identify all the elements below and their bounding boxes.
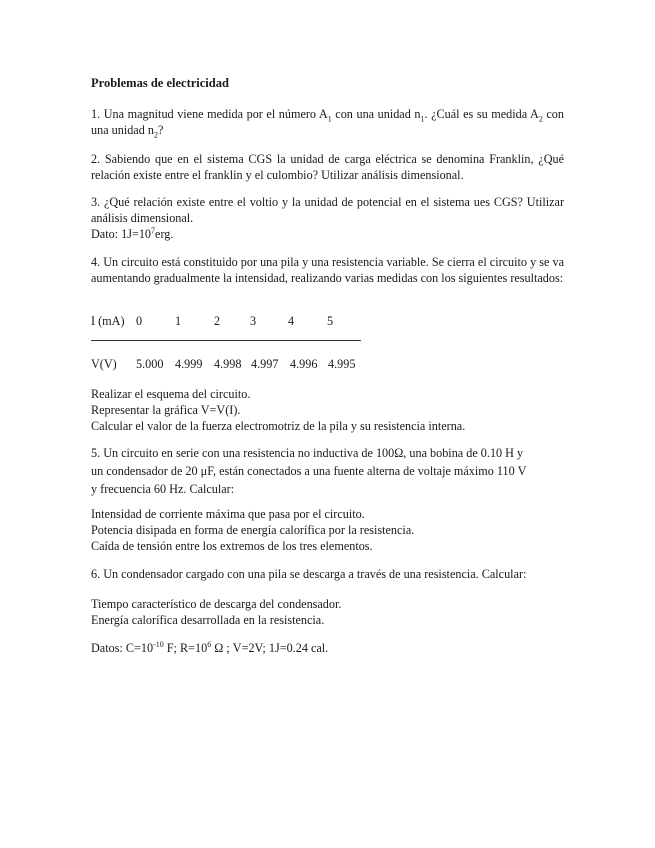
task-item: Caída de tensión entre los extremos de los tres elementos. [91, 539, 373, 553]
subscript: 1 [420, 114, 425, 124]
problem-3-dato [91, 227, 173, 241]
problem-5 [91, 444, 564, 498]
problem-1 [91, 106, 564, 138]
problem-1-text-b: con una unidad n [331, 107, 421, 121]
subscript: 2 [538, 114, 543, 124]
problem-5-tasks [91, 506, 564, 554]
datos-text: Ω ; V=2V; 1J=0.24 cal. [211, 641, 329, 655]
current-value: 0 [136, 314, 143, 328]
datos-text: F; R=10 [163, 641, 208, 655]
document-title: Problemas de electricidad [91, 76, 229, 90]
subscript: 1 [327, 114, 332, 124]
table-row-voltage [91, 357, 391, 373]
superscript: -10 [153, 639, 164, 649]
problem-6: 6. Un condensador cargado con una pila se descarga a través de una resistencia. Calcular: [91, 567, 527, 581]
task-item: Realizar el esquema del circuito. [91, 387, 251, 401]
superscript: 6 [207, 639, 212, 649]
current-value: 3 [250, 314, 257, 328]
dato-text: Dato: 1J=10 [91, 227, 152, 241]
voltage-value: 5.000 [136, 357, 164, 371]
problem-6-datos [91, 640, 564, 656]
current-value: 2 [214, 314, 221, 328]
problem-5-line: y frecuencia 60 Hz. Calcular: [91, 482, 235, 496]
current-label: I (mA) [91, 314, 125, 328]
task-item: Tiempo característico de descarga del condensador. [91, 597, 342, 611]
voltage-value: 4.999 [175, 357, 203, 371]
problem-5-line: 5. Un circuito en serie con una resistencia no inductiva de 100Ω, una bobina de 0.10 H y [91, 446, 524, 460]
subscript: 2 [153, 130, 158, 140]
table-row-current [91, 314, 391, 330]
voltage-value: 4.997 [251, 357, 279, 371]
task-item: Intensidad de corriente máxima que pasa por el circuito. [91, 507, 365, 521]
current-value: 4 [288, 314, 295, 328]
dato-unit: erg. [155, 227, 174, 241]
problem-4: 4. Un circuito está constituido por una pila y una resistencia variable. Se cierra el circuito y se va aumentando gradualmente la intensidad, realizando varias medidas con los siguientes resultados: [91, 255, 564, 285]
problem-2: 2. Sabiendo que en el sistema CGS la unidad de carga eléctrica se denomina Franklin, ¿Qué relación existe entre el franklin y el culombio? Utilizar análisis dimensional. [91, 152, 564, 182]
voltage-value: 4.998 [214, 357, 242, 371]
problem-1-text-c: . ¿Cuál es su medida A [424, 107, 539, 121]
problem-5-line: un condensador de 20 μF, están conectados a una fuente alterna de voltaje máximo 110 V [91, 464, 527, 478]
current-value: 1 [175, 314, 182, 328]
problem-3-text: 3. ¿Qué relación existe entre el voltio y la unidad de potencial en el sistema ues CGS? Utilizar análisis dimensional. [91, 195, 564, 225]
task-item: Energía calorífica desarrollada en la resistencia. [91, 613, 325, 627]
current-value: 5 [327, 314, 334, 328]
task-item: Potencia disipada en forma de energía calorífica por la resistencia. [91, 523, 415, 537]
voltage-value: 4.995 [328, 357, 356, 371]
problem-4-tasks [91, 386, 564, 434]
problem-3 [91, 194, 564, 242]
superscript: 7 [151, 225, 156, 235]
table-divider [91, 340, 361, 341]
problem-1-text-a: 1. Una magnitud viene medida por el número A [91, 107, 328, 121]
problem-1-text-e: ? [157, 123, 164, 137]
voltage-label: V(V) [91, 357, 117, 371]
problem-6-tasks [91, 596, 564, 628]
datos-text: Datos: C=10 [91, 641, 154, 655]
voltage-value: 4.996 [290, 357, 318, 371]
task-item: Calcular el valor de la fuerza electromotriz de la pila y su resistencia interna. [91, 419, 466, 433]
task-item: Representar la gráfica V=V(I). [91, 403, 241, 417]
problem-1-text-d: con una unidad n [91, 107, 564, 137]
